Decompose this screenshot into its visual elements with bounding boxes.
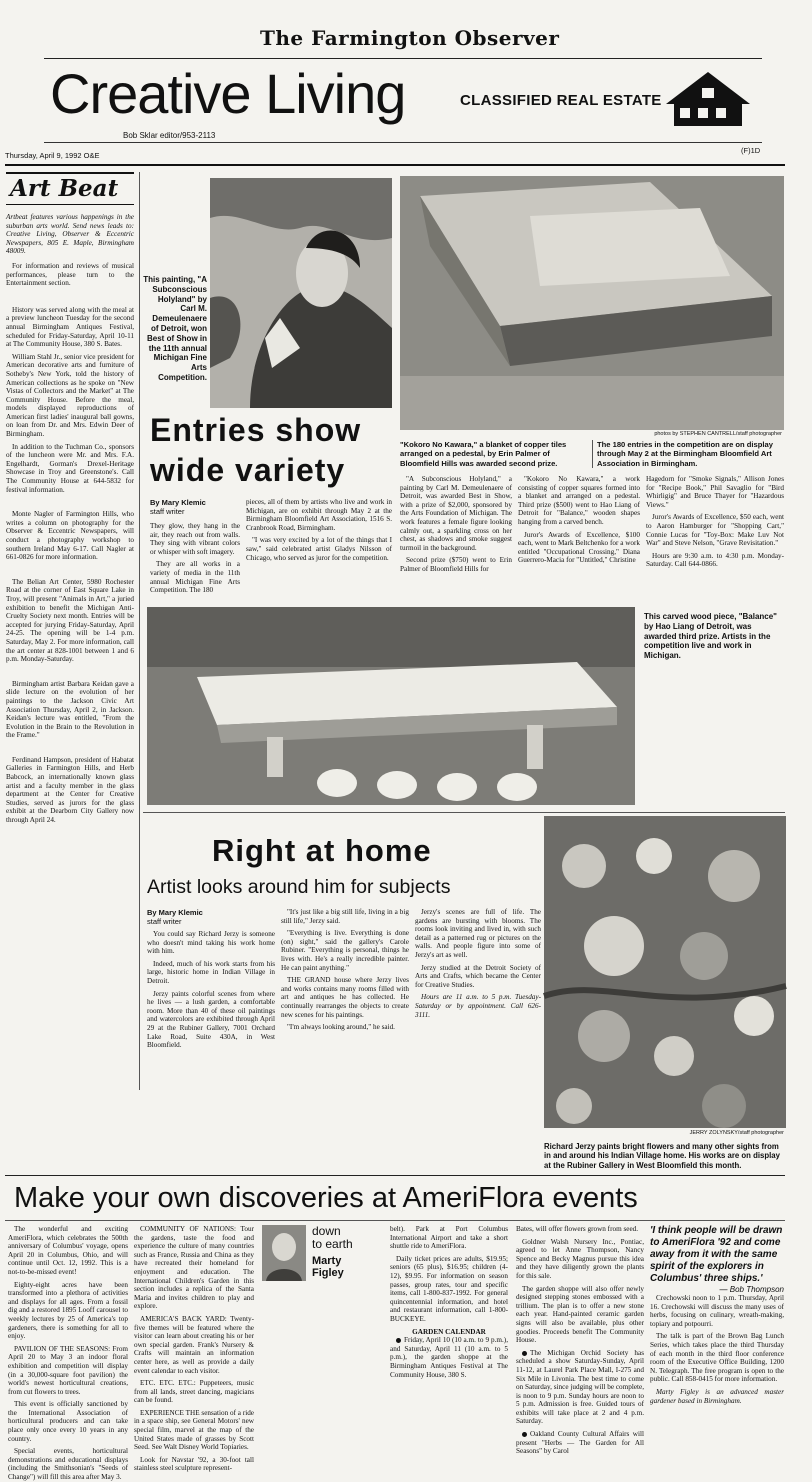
entries-col3 [400, 475, 512, 603]
column-name-line1: down [312, 1224, 341, 1238]
artbeat-musical-note: For information and reviews of musical performances, please turn to the Entertainment section. [6, 261, 134, 288]
byline-title: staff writer [150, 507, 185, 516]
bullet-icon [396, 1338, 401, 1343]
home-byline [147, 908, 267, 926]
pull-quote: 'I think people will be drawn to AmeriFlora '92 and come away from it with the same spirit of the explorers in Columbus' three ships.' [650, 1225, 783, 1284]
home-col2 [281, 908, 409, 1066]
ameriflora-col2 [134, 1225, 254, 1473]
jerzy-caption: Richard Jerzy paints bright flowers and many other sights from in and around his Indian Village home. His works are on display at the Rubiner Gallery in West Bloomfield this month. [544, 1142, 780, 1170]
kokoro-caption: "Kokoro No Kawara," a blanket of copper tiles arranged on a pedestal, by Erin Palmer of Bloomfield Hills was awarded second prize. [400, 440, 567, 468]
byline-name: By Mary Klemic [147, 908, 203, 917]
paragraph: belt). Park at Port Columbus International Airport and take a short shuttle ride to AmeriFlora. [390, 1225, 508, 1251]
paragraph: This event is officially sanctioned by the International Association of horticultural producers and can take place only once every 10 years in any country. [8, 1400, 128, 1443]
paragraph: Hours are 11 a.m. to 5 p.m. Tuesday-Saturday or by appointment. Call 626-3111. [415, 993, 541, 1019]
artbeat-item: The Belian Art Center, 5980 Rochester Road at the corner of East Square Lake in Troy, will present "Animals in Art," a juried exhibition to benefit the Michigan Anti-Cruelty Society next month. Entries will be accepted for jurying Friday-Saturday, April 24-25. The opening will be 1-4 p.m. Saturday, May 2. For more information, call the art center at 828-1001 between 1 and 6 p.m. Monday-Saturday. [6, 577, 134, 664]
section-rule [5, 164, 785, 166]
calendar-item: Friday, April 10 (10 a.m. to 9 p.m.), and Saturday, April 11 (10 a.m. to 5 p.m.), the garden shoppe at the Birmingham Antiques Festival at The Community House, 380 S. [390, 1336, 508, 1379]
calendar-item: The Michigan Orchid Society has scheduled a show Saturday-Sunday, April 11-12, at Laurel Park Place Mall, I-275 and Six Mile in Livonia. The best time to come on Saturday, since judging will be complete, is noon to 9 p.m. Sunday hours are noon to 5 p.m. Admission is free. Guided tours of exhibits will take place at 2 and 4 p.m. Saturday. [516, 1348, 644, 1426]
paragraph: Goldner Walsh Nursery Inc., Pontiac, agreed to let Anne Thompson, Nancy Spence and Becky Magnus pursue this idea and they have diligently grown the plants for this sale. [516, 1237, 644, 1280]
paragraph: Second prize ($750) went to Erin Palmer of Bloomfield Hills for [400, 556, 512, 573]
painting-caption: This painting, "A Subconscious Holyland" by Carl M. Demeulenaere of Detroit, won Best of Show in the 11th annual Michigan Fine Arts Competition. [143, 275, 207, 382]
home-col1 [147, 930, 275, 1065]
paragraph: "A Subconscious Holyland," a painting by Carl M. Demeulenaere of Detroit, was awarded Best in Show, with a prize of $2,000, sponsored by the Arts Foundation of Michigan. The work features a female figure looking calmly out, a sparkling cross on her chest, as shadows and smoke suggest turmoil in the background. [400, 475, 512, 552]
paragraph: PAVILION OF THE SEASONS: From April 20 to May 3 an indoor floral exhibition and competition will display (in a 30,000-square foot pavilion) the world's newest horticultural creations, from cut flowers to trees. [8, 1344, 128, 1396]
paragraph: Look for Navstar '92, a 30-foot tall stainless steel sculpture represent- [134, 1455, 254, 1473]
paragraph: Eighty-eight acres have been transformed into a plethora of activities and displays for all ages. From a fossil dig and a restored 1895 Looff carousel to weekly lectures by 25 of America's top gardeners, there is something for all to enjoy. [8, 1280, 128, 1341]
garden-calendar-title: GARDEN CALENDAR [412, 1327, 486, 1336]
kokoro-no-kawara-photo [400, 176, 784, 430]
newspaper-name: The Farmington Observer [260, 26, 560, 50]
paragraph: "Kokoro No Kawara," a work consisting of copper squares formed into a blanket and arranged on a pedestal. Third prize ($500) went to Hao Liang of Detroit for "Balance," wooden shapes hanging from a carved bench. [518, 475, 640, 526]
column-name-line2: to earth [312, 1237, 353, 1251]
jerzy-garden-painting-photo [544, 816, 786, 1128]
ameriflora-col1 [8, 1225, 128, 1482]
artbeat-item: Birmingham artist Barbara Keidan gave a slide lecture on the evolution of her paintings to the Jackson Civic Art Association Thursday, April 2, in Jackson. Keidan's lecture was entitled, "From the Evolution in the Brain to the Revolution in the Frame." [6, 679, 134, 740]
columnist-portrait [262, 1225, 306, 1281]
entries-byline [150, 498, 240, 516]
paragraph: They glow, they hang in the air, they reach out from walls. They sing with vibrant colors or whisper with soft imagery. [150, 522, 240, 556]
masthead-rule [44, 58, 762, 59]
entries-col2 [246, 498, 392, 602]
entries-col5 [646, 475, 784, 603]
home-subhead: Artist looks around him for subjects [147, 876, 451, 898]
page-id: (F)1D [741, 146, 761, 155]
ameriflora-col5 [516, 1225, 644, 1456]
paragraph: EXPERIENCE THE sensation of a ride in a space ship, see General Motors' new special film, marvel at the map of the United States made of grasses by Scott Seed. See Walt Disney World Topiaries. [134, 1408, 254, 1452]
paragraph: Daily ticket prices are adults, $19.95; seniors (65 plus), $16.95; children (4-12), $9.95. For information on season passes, group rates, tour and specific items, call 1-800-837-1992. For general quincentennial information, and hotel and restaurant information, call 1-800-BUCKEYE. [390, 1254, 508, 1323]
paragraph: "It's just like a big still life, living in a big still life," Jerzy said. [281, 908, 409, 925]
paragraph: Marty Figley is an advanced master gardener based in Birmingham. [650, 1387, 784, 1405]
paragraph: ETC. ETC. ETC.: Puppeteers, music from all lands, street dancing, magicians can be found. [134, 1379, 254, 1405]
section-divider [5, 1175, 785, 1176]
bullet-icon [522, 1432, 527, 1437]
house-icon [658, 68, 758, 128]
artbeat-column [6, 172, 134, 1090]
column-divider [139, 172, 140, 1090]
entries-headline-line1: Entries show [150, 412, 362, 448]
section-divider [5, 1220, 785, 1221]
bullet-icon [522, 1351, 527, 1356]
balance-sculpture-photo [147, 607, 635, 805]
dateline-rule [44, 142, 762, 143]
paragraph: COMMUNITY OF NATIONS: Tour the gardens, taste the food and experience the culture of many countries such as France, Russia and China as they have recreated their homeland for enjoyment and education. The International Children's Garden in this section includes a replica of the Santa Maria and invites children to play and explore. [134, 1225, 254, 1311]
home-col3 [415, 908, 541, 1066]
paragraph: AMERICA'S BACK YARD: Twenty-five themes will be featured where the visitor can learn about creating his or her own special garden. Frank's Nursery & Crafts will maintain an information center here, as well as provide a daily event calendar to each visitor. [134, 1314, 254, 1375]
paragraph: Jerzy's scenes are full of life. The gardens are bursting with blooms. The rooms look inviting and lived in, with such detail as a patterned rug or pictures on the walls. And people figure into some of Jerzy's art as well. [415, 908, 541, 959]
paragraph: "I'm always looking around," he said. [287, 1023, 395, 1032]
entries-col4 [518, 475, 640, 603]
entries-headline [150, 410, 400, 490]
artbeat-item: History was served along with the meal at a preview luncheon Tuesday for the second annual Birmingham Antiques Festival, scheduled for Friday-Saturday, April 10-11 at The Community House, 380 S. Bates. [6, 305, 134, 349]
artbeat-logo: Art Beat [6, 172, 134, 205]
holyland-painting-photo [210, 178, 392, 408]
editor-credit: Bob Sklar editor/953-2113 [123, 131, 216, 140]
pull-quote-attribution: — Bob Thompson [719, 1285, 784, 1294]
artbeat-item: William Stahl Jr., senior vice president for American decorative arts and furniture of Sotheby's New York, told the history of American collections as he spoke on "New Vistas of Collectors and the Market" at The Community House. Before the meal, models displayed reproductions of American first ladies' inaugural ball gowns, on loan from Dr. and Mrs. Edwin Deer of Birmingham. [6, 352, 134, 439]
paragraph: THE GRAND house where Jerzy lives and works contains many rooms filled with art and antiques he has collected. He continually rearranges the objects to create new scenes for his paintings. [281, 976, 409, 1019]
section-title: Creative Living [50, 62, 406, 125]
artbeat-item: Monte Nagler of Farmington Hills, who writes a column on photography for the Observer & Eccentric Newspapers, will conduct a photography workshop to southern Ireland May 6-17. Call Nagler at 661-0826 for more information. [6, 510, 134, 562]
paragraph: "Everything is live. Everything is done (on) sight," said the gallery's Carole Rubiner. "Everything is personal, things he lives with. He's a really incredible painter. He can paint anything." [281, 929, 409, 972]
paragraph: Special events, horticultural demonstrations and educational displays (including the Smithsonian's "Seeds of Change") will fill this area after May 3. [8, 1447, 128, 1482]
classified-real-estate-banner[interactable]: CLASSIFIED REAL ESTATE [460, 92, 662, 109]
paragraph: pieces, all of them by artists who live and work in Michigan, are on exhibit through May 2 at the Birmingham Bloomfield Art Association, 1516 S. Cranbrook Road, Birmingham. [246, 498, 392, 532]
ameriflora-sidebar [650, 1225, 784, 1405]
author-first-name: Marty [312, 1255, 342, 1267]
paragraph: Juror's Awards of Excellence, $50 each, went to Aaron Hamburger for "Shopping Cart," Connie Lucas for "Toy-Box: Make Luv Not War" and Steve Nelson, "Grave Revisitation." [646, 513, 784, 548]
paragraph: The talk is part of the Brown Bag Lunch Series, which takes place the third Thursday of each month in the third floor conference room of the Executive Office Building, 1200 N. Telegraph. The free program is open to the public. Call 858-0415 for more information. [650, 1332, 784, 1384]
paragraph: Crechowski noon to 1 p.m. Thursday, April 16. Crechowski will discuss the many uses of herbs, focusing on culinary, wreath-making, topiary and potpourri. [650, 1294, 784, 1328]
calendar-item: Oakland County Cultural Affairs will present "Herbs — The Garden for All Seasons" by Carol [516, 1430, 644, 1456]
byline-title: staff writer [147, 917, 182, 926]
photo-credit: JERRY ZOLYNSKY/staff photographer [689, 1130, 784, 1136]
paragraph: Hagedorn for "Smoke Signals," Allison Jones for "Recipe Book," Phil Savaglio for "Bird Whirligig" and Bruce Thayer for "Hazardous Views." [646, 475, 784, 509]
paragraph: Juror's Awards of Excellence, $100 each, went to Mark Beltchenko for a work entitled "Occupational Crossing," Diana Guerrero-Macia for "Untitled," Christine [518, 530, 640, 565]
paragraph: "I was very excited by a lot of the things that I saw," said celebrated artist Gladys Nilsson of Chicago, who served as juror for the competition. [246, 536, 392, 562]
section-divider [143, 812, 785, 813]
dateline: Thursday, April 9, 1992 O&E [5, 151, 100, 160]
paragraph: Indeed, much of his work starts from his large, historic home in Indian Village in Detroit. [147, 959, 275, 985]
down-to-earth-column-logo [262, 1225, 382, 1285]
column-divider [592, 440, 593, 468]
photo-credit: photos by STEPHEN CANTRELL/staff photographer [654, 431, 782, 437]
paragraph: The wonderful and exciting AmeriFlora, which celebrates the 500th anniversary of Columbus' voyage, opens April 20 in Columbus, Ohio, and will continue until Oct. 12, 1992. This is a not-to-be-missed event! [8, 1225, 128, 1276]
home-headline: Right at home [212, 833, 432, 868]
paragraph: They are all works in a variety of media in the 11th annual Michigan Fine Arts Competition. The 180 [150, 560, 240, 595]
paragraph: Jerzy studied at the Detroit Society of Arts and Crafts, which became the Center for Creative Studies. [415, 963, 541, 989]
paragraph: Bates, will offer flowers grown from seed. [516, 1225, 639, 1233]
artbeat-item: Ferdinand Hampson, president of Habatat Galleries in Farmington Hills, and Herb Babcock, an internationally known glass artist and a faculty member in the glass department at the Center for Creative Studies, served as jurors for the glass exhibit at the Dearborn City Gallery now through April 24. [6, 755, 134, 825]
author-last-name: Figley [312, 1267, 344, 1279]
display-caption: The 180 entries in the competition are on display through May 2 at the Birmingham Bloomfield Art Association in Birmingham. [597, 440, 773, 468]
ameriflora-col4 [390, 1225, 508, 1379]
paragraph: Hours are 9:30 a.m. to 4:30 p.m. Monday-Saturday. Call 644-0866. [646, 551, 784, 569]
paragraph: The garden shoppe will also offer newly designed stepping stones embossed with a trillium. The plan is to offer a new stone each year. Hand-painted ceramic garden signs will also be available, plus other goodies. Proceeds benefit The Community House. [516, 1284, 644, 1345]
entries-col1 [150, 522, 240, 602]
artbeat-item: In addition to the Tuchman Co., sponsors of the luncheon were Mr. and Mrs. F.A. Engelhardt, Gorman's Drexel-Heritage Showcase in Troy and Greenstone's. Call The Community House at 644-5832 for festival information. [6, 442, 134, 494]
byline-name: By Mary Klemic [150, 498, 206, 507]
entries-headline-line2: wide variety [150, 452, 346, 488]
artbeat-intro: Artbeat features various happenings in the suburban arts world. Send news leads to: Creative Living, Observer & Eccentric Newspapers, 805 E. Maple, Birmingham 48009. [6, 213, 134, 256]
paragraph: Jerzy paints colorful scenes from where he lives — a lush garden, a comfortable room. More than 40 of these oil paintings and watercolors are exhibited through April 29 at the Rubiner Gallery, 7001 Orchard Lake Road, Suite 430A, in West Bloomfield. [147, 989, 275, 1050]
balance-caption: This carved wood piece, "Balance" by Hao Liang of Detroit, was awarded third prize. Artists in the competition live and work in Michigan. [644, 612, 777, 661]
ameriflora-headline: Make your own discoveries at AmeriFlora events [14, 1182, 638, 1214]
paragraph: You could say Richard Jerzy is someone who doesn't mind taking his work home with him. [147, 930, 275, 956]
